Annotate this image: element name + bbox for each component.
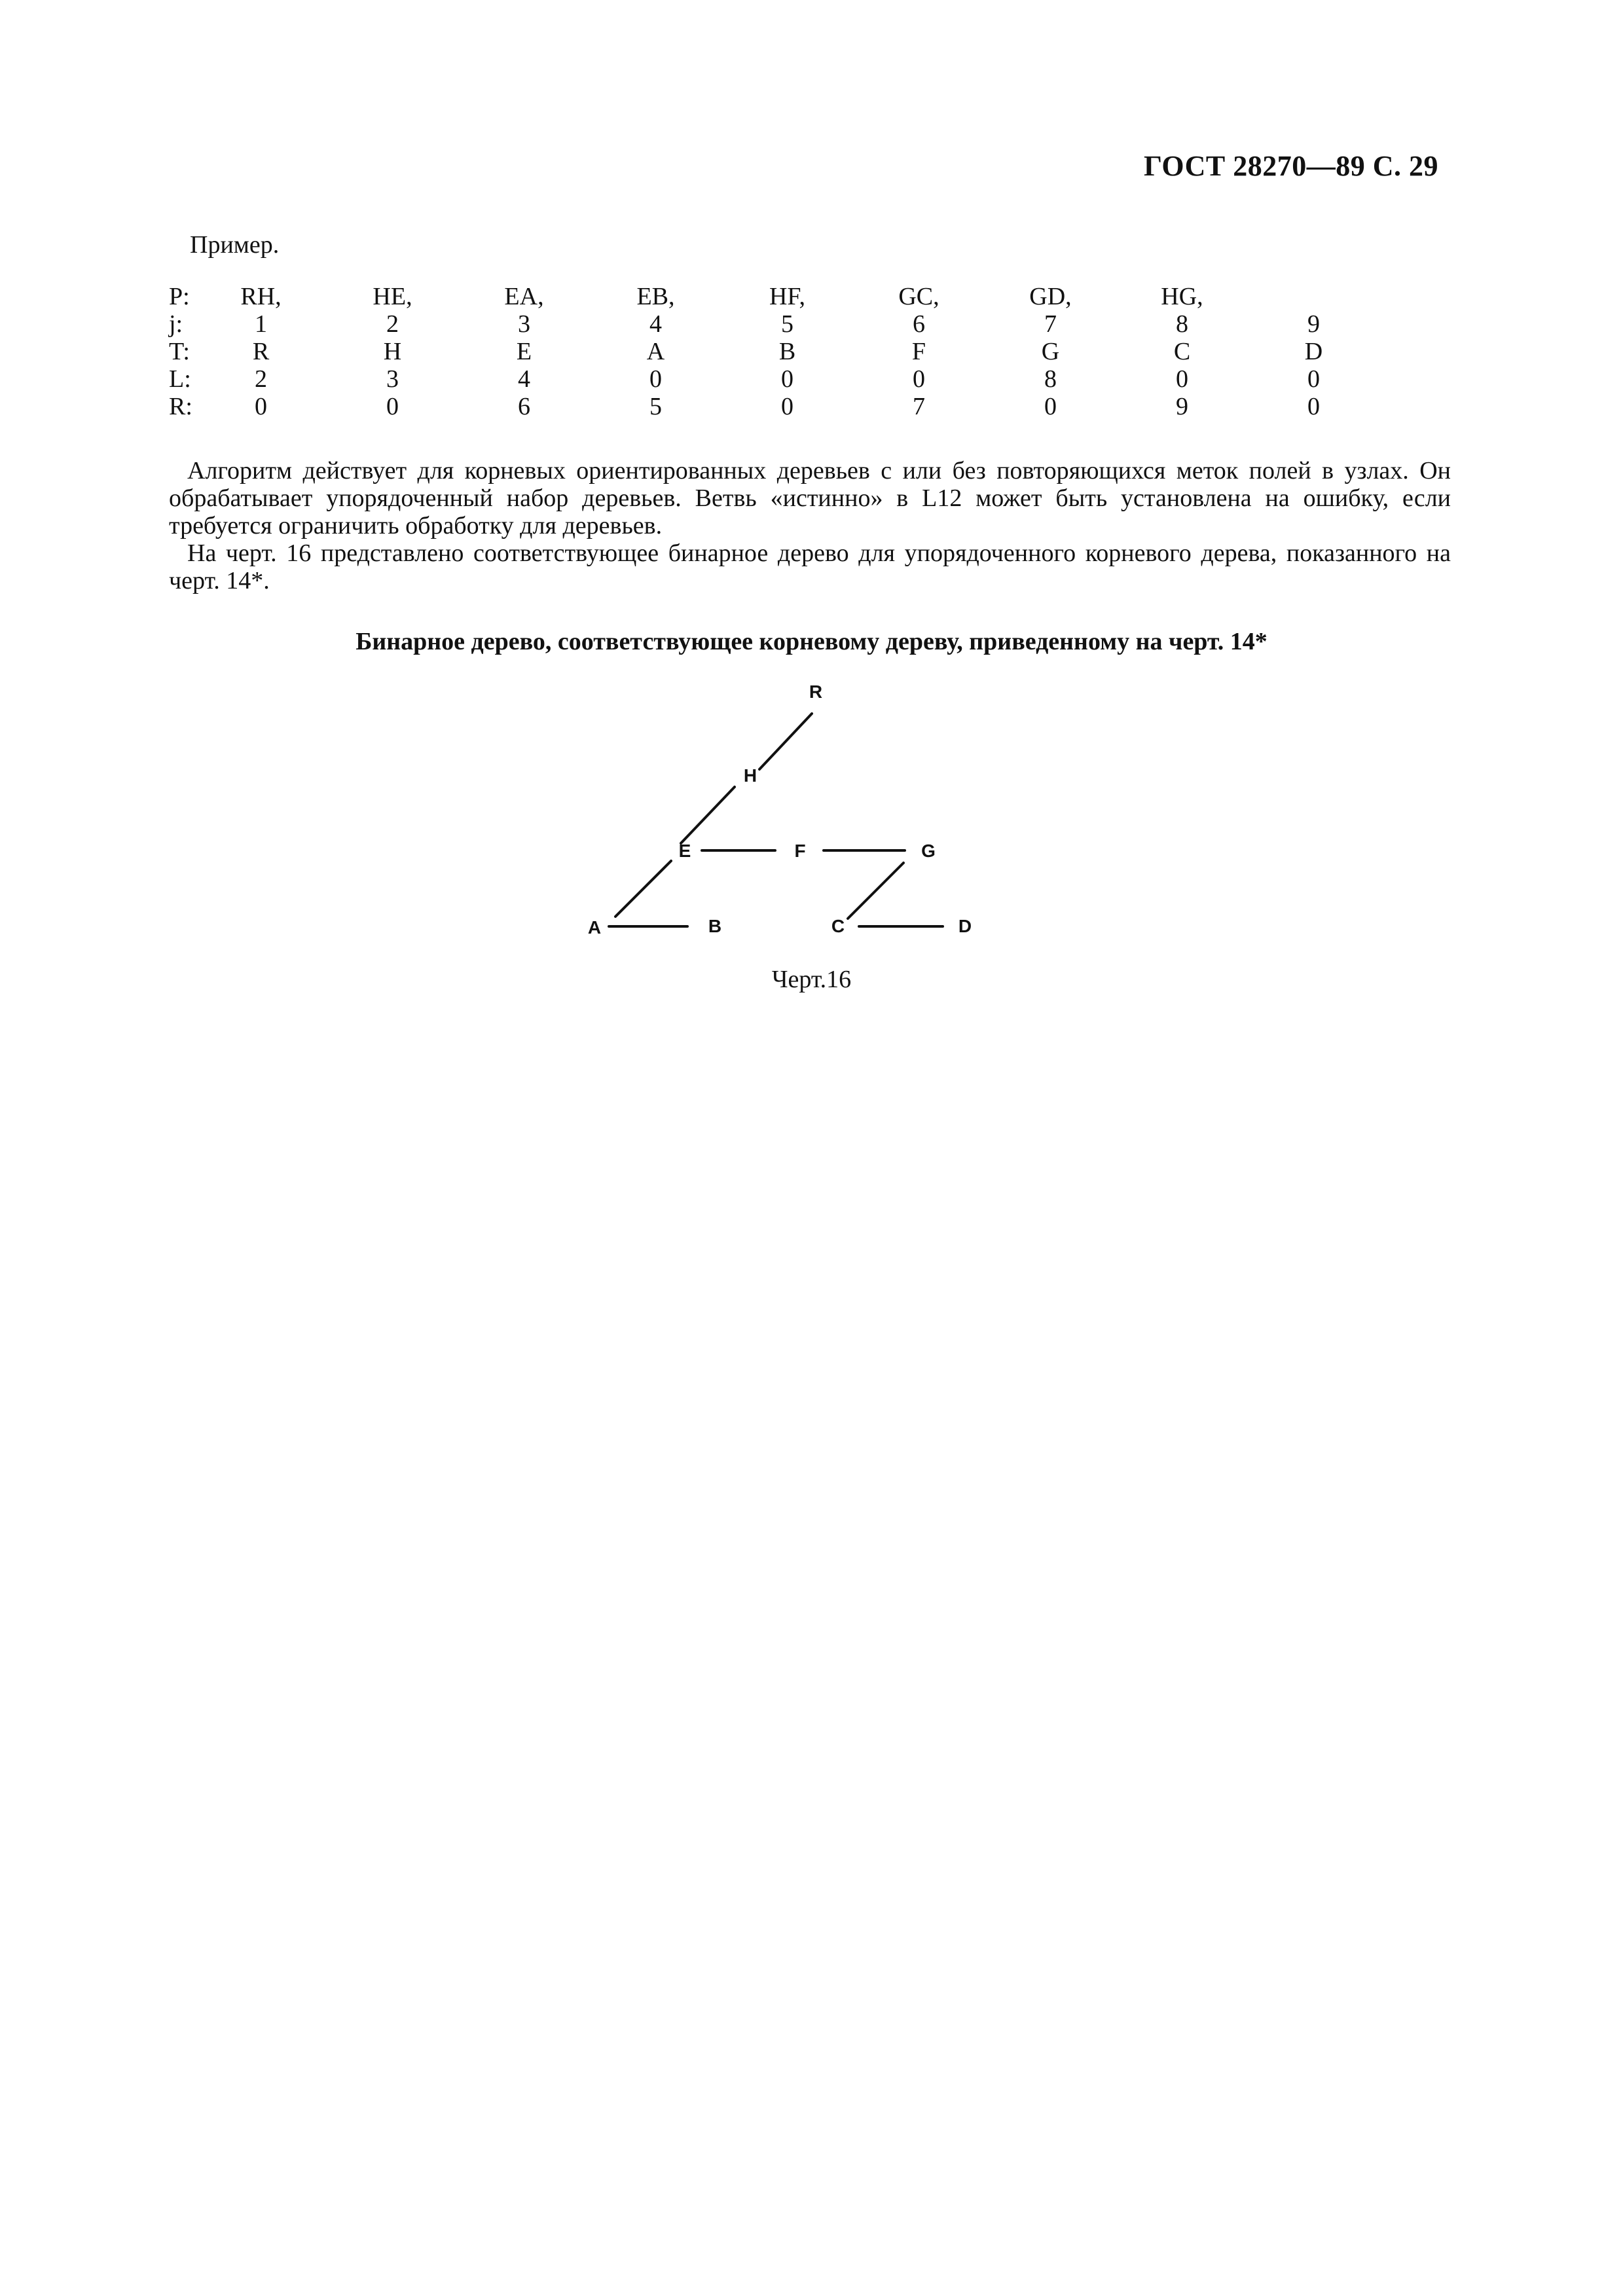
- table-cell: RH,: [240, 283, 282, 310]
- table-cell: 0: [1176, 365, 1188, 393]
- table-cell: 2: [255, 365, 267, 393]
- table-cell: D: [1304, 338, 1323, 365]
- node-h: H: [743, 765, 757, 786]
- table-cell: 0: [1044, 393, 1057, 420]
- table-cell: 1: [255, 310, 267, 338]
- table-cell: 9: [1176, 393, 1188, 420]
- table-row-p: [169, 283, 1379, 310]
- paragraph-text: Алгоритм действует для корневых ориентированных деревьев с или без повторяющихся меток полей в узлах. Он обрабатывает упорядоченный набор деревьев. Ветвь «истинно» в L12 может быть установлена на ошибку, если требуется ограничить обработку для деревьев.: [169, 457, 1451, 539]
- table-cell: B: [778, 338, 796, 365]
- figure-title: Бинарное дерево, соответствующее корневому дереву, приведенному на черт. 14*: [356, 628, 1267, 655]
- table-cell: HE,: [373, 283, 412, 310]
- node-r: R: [809, 682, 823, 702]
- table-cell: 7: [1044, 310, 1057, 338]
- node-a: A: [587, 917, 602, 938]
- table-cell: 6: [518, 393, 530, 420]
- row-label: P:: [169, 283, 190, 310]
- table-cell: E: [516, 338, 532, 365]
- table-cell: H: [383, 338, 402, 365]
- table-cell: A: [646, 338, 665, 365]
- example-label: Пример.: [190, 231, 280, 259]
- sequence-table: [169, 283, 1379, 420]
- paragraph-algorithm: [169, 457, 1451, 539]
- row-label: T:: [169, 338, 190, 365]
- table-cell: 0: [649, 365, 662, 393]
- table-cell: 5: [649, 393, 662, 420]
- table-cell: 0: [1307, 365, 1320, 393]
- row-label: j:: [169, 310, 183, 338]
- table-cell: 2: [386, 310, 399, 338]
- node-g: G: [921, 841, 936, 861]
- table-cell: C: [1173, 338, 1191, 365]
- table-cell: R: [252, 338, 270, 365]
- row-label: R:: [169, 393, 192, 420]
- table-cell: F: [911, 338, 926, 365]
- table-cell: HF,: [769, 283, 806, 310]
- node-c: C: [831, 916, 845, 936]
- edge-h-e: [681, 787, 735, 843]
- table-cell: 0: [913, 365, 925, 393]
- node-b: B: [708, 916, 722, 936]
- edge-r-h: [759, 714, 812, 769]
- node-f: F: [794, 841, 806, 861]
- table-cell: 9: [1307, 310, 1320, 338]
- table-cell: 3: [386, 365, 399, 393]
- edge-g-c: [848, 863, 903, 919]
- row-label: L:: [169, 365, 191, 393]
- table-cell: 4: [649, 310, 662, 338]
- binary-tree-diagram: [563, 674, 1008, 949]
- edge-e-a: [615, 861, 671, 917]
- paragraph-text: На черт. 16 представлено соответствующее бинарное дерево для упорядоченного корневого дерева, показанного на черт. 14*.: [169, 539, 1451, 594]
- table-cell: HG,: [1161, 283, 1203, 310]
- node-d: D: [958, 916, 972, 936]
- table-cell: GC,: [898, 283, 939, 310]
- table-cell: 5: [781, 310, 793, 338]
- table-cell: GD,: [1029, 283, 1072, 310]
- table-row-t: [169, 338, 1379, 365]
- table-cell: 4: [518, 365, 530, 393]
- table-cell: 6: [913, 310, 925, 338]
- paragraph-figure-reference: [169, 539, 1451, 594]
- table-cell: 0: [386, 393, 399, 420]
- table-cell: 0: [781, 365, 793, 393]
- table-cell: 3: [518, 310, 530, 338]
- node-e: E: [678, 841, 691, 861]
- table-cell: 0: [781, 393, 793, 420]
- table-cell: 0: [1307, 393, 1320, 420]
- table-row-j: [169, 310, 1379, 338]
- table-cell: EA,: [504, 283, 544, 310]
- table-cell: G: [1041, 338, 1060, 365]
- figure-caption: Черт.16: [771, 966, 852, 993]
- table-row-r: [169, 393, 1379, 420]
- table-cell: [1248, 283, 1379, 310]
- table-cell: 8: [1176, 310, 1188, 338]
- table-cell: 8: [1044, 365, 1057, 393]
- page-header: ГОСТ 28270—89 С. 29: [1143, 150, 1438, 182]
- table-cell: EB,: [636, 283, 675, 310]
- table-row-l: [169, 365, 1379, 393]
- table-cell: 7: [913, 393, 925, 420]
- table-cell: 0: [255, 393, 267, 420]
